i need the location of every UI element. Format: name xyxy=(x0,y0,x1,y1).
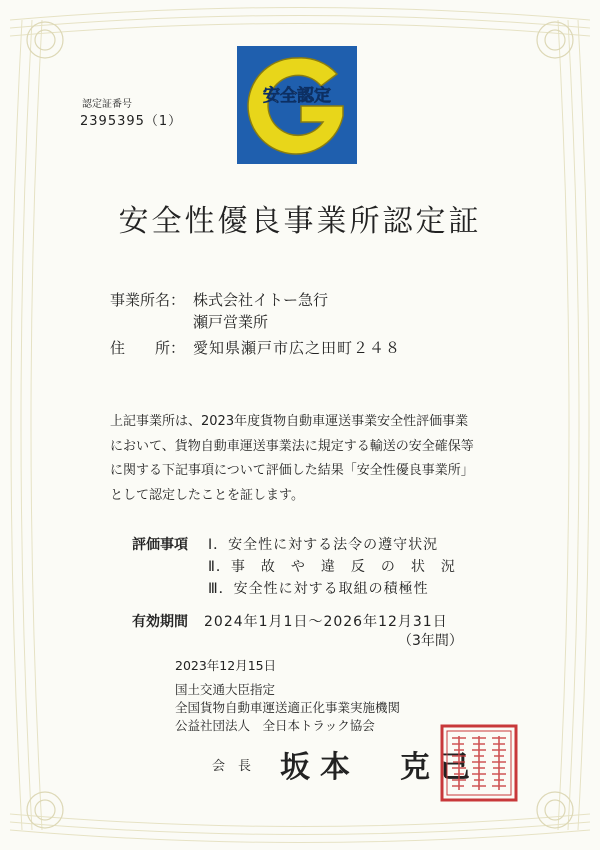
address-label: 住 所： xyxy=(110,339,186,357)
red-seal-stamp-icon xyxy=(440,724,518,802)
issuer-line3: 公益社団法人 全日本トラック協会 xyxy=(175,718,375,733)
office-name-label: 事業所名： xyxy=(110,291,186,309)
validity-period: 2024年1月1日～2026年12月31日 xyxy=(204,614,448,630)
signatory-name: 坂本 克己 xyxy=(280,750,480,785)
certificate-title: 安全性優良事業所認定証 xyxy=(118,204,482,239)
body-line: に関する下記事項について評価した結果「安全性優良事業所」 xyxy=(110,463,474,478)
evaluation-label: 評価事項 xyxy=(132,537,188,553)
certificate-body xyxy=(110,410,505,508)
office-name-line2: 瀬戸営業所 xyxy=(193,313,269,331)
body-line: として認定したことを証します。 xyxy=(110,487,304,503)
signatory-title: 会 長 xyxy=(212,759,252,774)
office-name-line1: 株式会社イトー急行 xyxy=(193,291,329,309)
validity-label: 有効期間 xyxy=(132,614,188,630)
logo-text: 安全認定 xyxy=(263,86,331,106)
issuer-line2: 全国貨物自動車運送適正化事業実施機関 xyxy=(175,700,401,715)
evaluation-item: Ⅲ．安全性に対する取組の積極性 xyxy=(208,581,429,597)
certificate-number: 2395395（1） xyxy=(80,114,183,129)
validity-duration: （3年間） xyxy=(398,633,463,649)
evaluation-item: Ⅱ．事 故 や 違 反 の 状 況 xyxy=(208,559,456,575)
body-line: において、貨物自動車運送事業法に規定する輸送の安全確保等 xyxy=(110,438,474,454)
g-mark-logo-icon xyxy=(237,46,357,164)
certificate-number-label: 認定証番号 xyxy=(82,99,132,110)
evaluation-item: Ⅰ．安全性に対する法令の遵守状況 xyxy=(208,537,439,553)
issuer-line1: 国土交通大臣指定 xyxy=(175,682,276,697)
address-value: 愛知県瀬戸市広之田町２４８ xyxy=(193,339,402,357)
issue-date: 2023年12月15日 xyxy=(175,658,277,673)
body-line: 上記事業所は、2023年度貨物自動車運送事業安全性評価事業 xyxy=(110,414,469,429)
